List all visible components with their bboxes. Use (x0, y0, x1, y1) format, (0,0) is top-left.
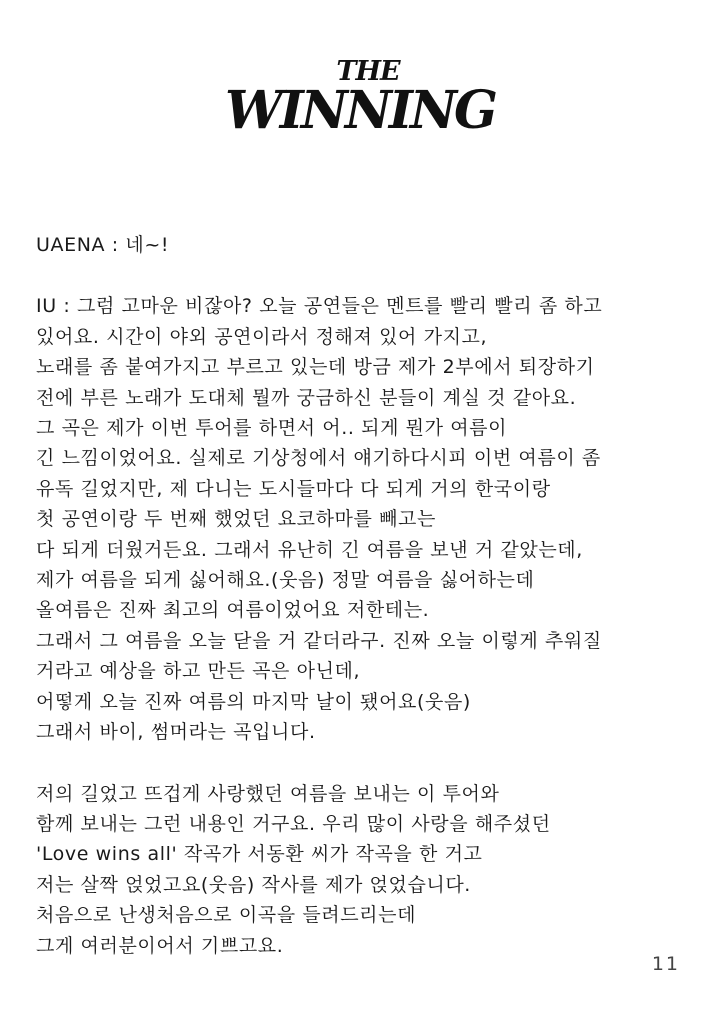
the-winning-logo-graphic (222, 56, 498, 134)
text-line: 거라고 예상을 하고 만든 곡은 아닌데, (36, 660, 361, 683)
logo-main-text: WINNING (225, 80, 497, 134)
text-line: 어떻게 오늘 진짜 여름의 마지막 날이 됐어요(웃음) (36, 690, 471, 713)
text-line: 저는 살짝 얹었고요(웃음) 작사를 제가 얹었습니다. (36, 873, 471, 896)
text-line: 함께 보내는 그런 내용인 거구요. 우리 많이 사랑을 해주셨던 (36, 812, 551, 835)
text-line: 저의 길었고 뜨겁게 사랑했던 여름을 보내는 이 투어와 (36, 782, 500, 805)
text-line: 전에 부른 노래가 도대체 뭘까 궁금하신 분들이 계실 것 같아요. (36, 386, 577, 409)
text-line: IU : 그럼 고마운 비잖아? 오늘 공연들은 멘트를 빨리 빨리 좀 하고 (36, 295, 603, 318)
text-line: 그게 여러분이어서 기쁘고요. (36, 934, 284, 957)
paragraph-iu-speech-1 (36, 291, 696, 747)
text-line: 있어요. 시간이 야외 공연이라서 정해져 있어 가지고, (36, 325, 488, 348)
text-line: 다 되게 더웠거든요. 그래서 유난히 긴 여름을 보낸 거 같았는데, (36, 538, 583, 561)
transcript-body (36, 230, 696, 961)
text-line: 'Love wins all' 작곡가 서동환 씨가 작곡을 한 거고 (36, 843, 483, 866)
text-line: UAENA : 네~! (36, 234, 170, 256)
paragraph-fan-response (36, 230, 696, 260)
text-line: 노래를 좀 붙여가지고 부르고 있는데 방금 제가 2부에서 퇴장하기 (36, 356, 595, 379)
text-line: 처음으로 난생처음으로 이곡을 들려드리는데 (36, 904, 417, 927)
text-line: 긴 느낌이었어요. 실제로 기상청에서 얘기하다시피 이번 여름이 좀 (36, 447, 601, 470)
paragraph-iu-speech-2 (36, 779, 696, 961)
text-line: 그래서 바이, 썸머라는 곡입니다. (36, 721, 316, 744)
text-line: 첫 공연이랑 두 번째 했었던 요코하마를 빼고는 (36, 508, 436, 531)
page-number: 11 (651, 953, 680, 975)
text-line: 그 곡은 제가 이번 투어를 하면서 어.. 되게 뭔가 여름이 (36, 417, 508, 440)
text-line: 제가 여름을 되게 싫어해요.(웃음) 정말 여름을 싫어하는데 (36, 569, 535, 592)
text-line: 그래서 그 여름을 오늘 닫을 거 같더라구. 진짜 오늘 이렇게 추워질 (36, 629, 602, 652)
the-winning-logo (222, 56, 498, 134)
logo-small-text: THE (336, 56, 400, 87)
text-line: 유독 길었지만, 제 다니는 도시들마다 다 되게 거의 한국이랑 (36, 477, 551, 500)
text-line: 올여름은 진짜 최고의 여름이었어요 저한테는. (36, 599, 430, 622)
